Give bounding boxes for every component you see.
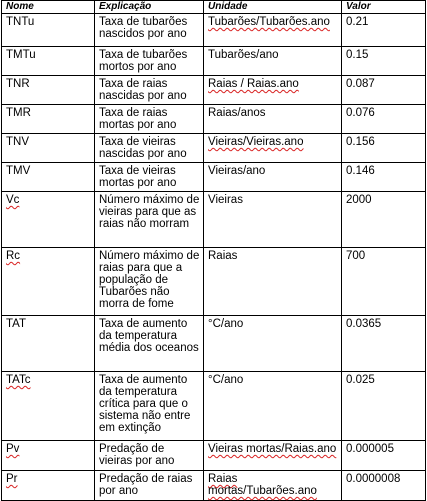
header-name: Nome [2, 1, 95, 14]
cell-name: TMR [2, 105, 95, 134]
cell-unit [204, 471, 342, 501]
cell-unit: Tubarões/ano [204, 47, 342, 76]
cell-value: 0.076 [342, 105, 426, 134]
table-row [2, 47, 426, 76]
cell-value: 2000 [342, 192, 426, 248]
cell-unit: Raias/anos [204, 105, 342, 134]
cell-name [2, 192, 95, 248]
header-explanation: Explicação [95, 1, 204, 14]
cell-value: 0.0000008 [342, 471, 426, 501]
cell-unit [204, 134, 342, 163]
cell-unit [204, 441, 342, 471]
cell-value: 0.21 [342, 14, 426, 47]
cell-name [2, 471, 95, 501]
cell-name: TNTu [2, 14, 95, 47]
cell-name [2, 372, 95, 441]
cell-explanation: Taxa de tubarões mortos por ano [95, 47, 204, 76]
unit-text: Vieiras/Vieiras.ano [208, 136, 304, 148]
name-text: Rc [6, 250, 21, 262]
unit-text: Raias / Raias.ano [208, 78, 299, 90]
cell-explanation: Taxa de aumento da temperatura crítica para que o sistema não entre em extinção [95, 372, 204, 441]
cell-name: TNV [2, 134, 95, 163]
name-text: TATc [6, 374, 31, 386]
parameters-table [1, 0, 426, 501]
table-row [2, 316, 426, 372]
cell-name: TMV [2, 163, 95, 192]
cell-unit: Vieiras/ano [204, 163, 342, 192]
table-row [2, 14, 426, 47]
cell-value: 0.156 [342, 134, 426, 163]
cell-unit: Vieiras [204, 192, 342, 248]
cell-explanation: Taxa de raias nascidas por ano [95, 76, 204, 105]
cell-value: 0.0365 [342, 316, 426, 372]
cell-value: 0.087 [342, 76, 426, 105]
unit-text: Vieiras mortas/Raias.ano [208, 443, 337, 455]
cell-explanation: Predação de raias por ano [95, 471, 204, 501]
cell-explanation: Taxa de raias mortas por ano [95, 105, 204, 134]
cell-value: 700 [342, 248, 426, 316]
table-row [2, 471, 426, 501]
header-value: Valor [342, 1, 426, 14]
table-row [2, 105, 426, 134]
cell-unit: °C/ano [204, 316, 342, 372]
cell-name: TMTu [2, 47, 95, 76]
cell-unit: Raias [204, 248, 342, 316]
cell-value: 0.000005 [342, 441, 426, 471]
name-text: Vc [6, 194, 20, 206]
cell-value: 0.025 [342, 372, 426, 441]
cell-explanation: Predação de vieiras por ano [95, 441, 204, 471]
header-unit: Unidade [204, 1, 342, 14]
table-row [2, 163, 426, 192]
cell-explanation: Taxa de aumento da temperatura média dos oceanos [95, 316, 204, 372]
name-text: Pv [6, 443, 20, 455]
cell-value: 0.15 [342, 47, 426, 76]
cell-name [2, 248, 95, 316]
unit-text: Raias mortas/Tubarões.ano [208, 473, 317, 497]
cell-unit [204, 14, 342, 47]
cell-explanation: Taxa de tubarões nascidos por ano [95, 14, 204, 47]
cell-name: TAT [2, 316, 95, 372]
table-row [2, 248, 426, 316]
cell-explanation: Taxa de vieiras mortas por ano [95, 163, 204, 192]
table-row [2, 192, 426, 248]
cell-explanation: Número máximo de raias para que a população de Tubarões não morra de fome [95, 248, 204, 316]
table-row [2, 372, 426, 441]
cell-unit: °C/ano [204, 372, 342, 441]
table-row [2, 441, 426, 471]
cell-unit [204, 76, 342, 105]
unit-text: Tubarões/Tubarões.ano [208, 16, 330, 28]
table-row [2, 134, 426, 163]
name-text: Pr [6, 473, 18, 485]
cell-explanation: Taxa de vieiras nascidas por ano [95, 134, 204, 163]
cell-name: TNR [2, 76, 95, 105]
cell-name [2, 441, 95, 471]
table-row [2, 76, 426, 105]
cell-value: 0.146 [342, 163, 426, 192]
table-header-row [2, 1, 426, 14]
cell-explanation: Número máximo de vieiras para que as raias não morram [95, 192, 204, 248]
